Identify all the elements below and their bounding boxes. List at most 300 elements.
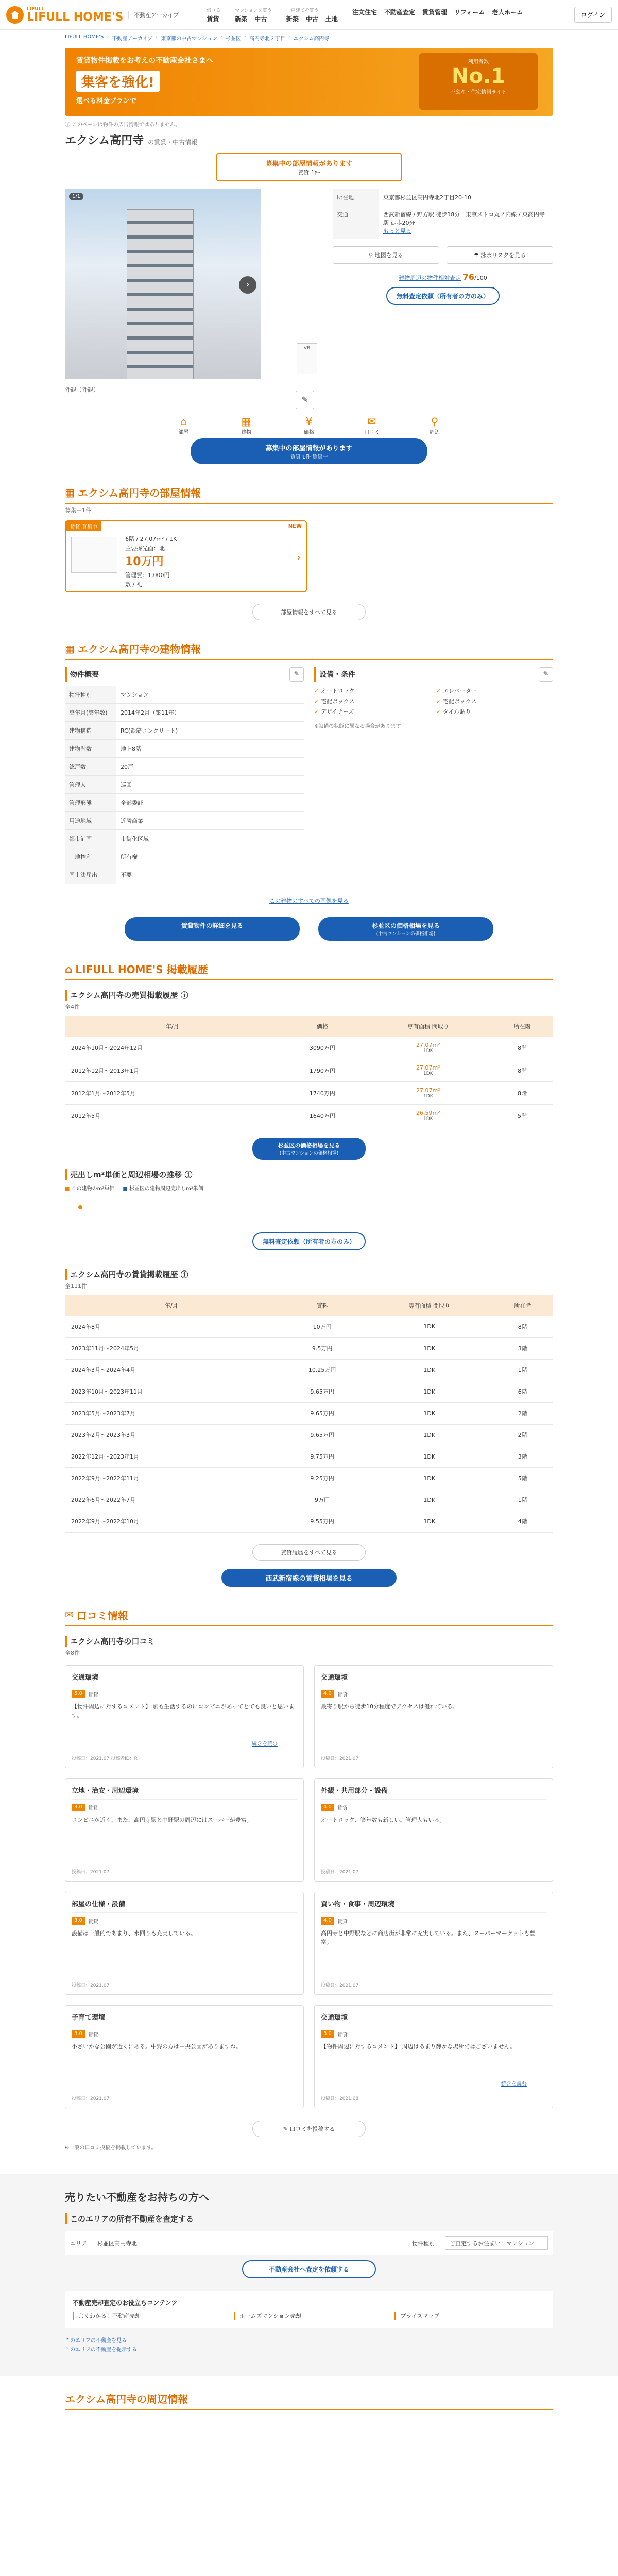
- rent-period: 2023年11月～2024年5月: [65, 1337, 278, 1359]
- contents-title: 不動産売却査定のお役立ちコンテンツ: [73, 2299, 178, 2307]
- nav-group: [345, 7, 530, 23]
- building-key: 都市計画: [65, 830, 116, 848]
- rent-row: [65, 1489, 553, 1511]
- logo[interactable]: [6, 6, 123, 24]
- building-key: 管理形態: [65, 794, 116, 812]
- price-icon: ¥: [305, 415, 313, 428]
- sale-row: [65, 1037, 553, 1059]
- area-link-2[interactable]: このエリアの不動産を提示する: [65, 2347, 137, 2353]
- deposit-label: 敷: [125, 581, 131, 588]
- review-meta: 投稿日：2021.07: [321, 1756, 359, 1761]
- rent-layout: 1DK: [367, 1381, 492, 1402]
- review-card: [314, 1892, 553, 1995]
- sale-price: 3090万円: [280, 1037, 365, 1059]
- rent-price: 9.65万円: [278, 1381, 366, 1402]
- breadcrumb-item: エクシム高円寺: [293, 36, 330, 42]
- tab-label: 価格: [304, 430, 314, 435]
- building-row: [65, 848, 304, 866]
- building-section: [65, 641, 553, 941]
- rent-head-cell: 所在階: [492, 1295, 553, 1316]
- chat-icon: ✉: [65, 1608, 74, 1621]
- nav-group: [279, 7, 345, 23]
- building-row: [65, 758, 304, 776]
- tab-label: 建物: [241, 430, 251, 435]
- badge-sub: 不動産・住宅情報サイト: [450, 90, 507, 95]
- sale-market-label: 杉並区の価格相場を見る: [278, 1142, 340, 1149]
- breadcrumb-item[interactable]: 不動産アーカイブ: [112, 36, 153, 42]
- rent-period: 2024年3月～2024年4月: [65, 1359, 278, 1381]
- rent-head-cell: 専有面積 間取り: [367, 1295, 492, 1316]
- building-key: 用途地域: [65, 812, 116, 830]
- floorplan-image: [71, 537, 117, 573]
- building-value: 市街化区域: [116, 830, 304, 848]
- next-photo-button[interactable]: ›: [239, 276, 256, 294]
- rent-price: 9.65万円: [278, 1402, 366, 1424]
- rent-market-button[interactable]: [221, 1569, 397, 1587]
- nav-caption: 借りる: [207, 8, 221, 13]
- rent-row: [65, 1424, 553, 1446]
- tab-4[interactable]: [419, 415, 450, 435]
- sale-price: 1790万円: [280, 1059, 365, 1082]
- breadcrumb-item[interactable]: LIFULL HOME'S: [65, 34, 104, 40]
- room-layout: 1K: [169, 536, 177, 543]
- pencil-icon: ✎: [283, 2125, 290, 2132]
- history-section: [65, 961, 553, 1587]
- review-disclaimer: ※一般の口コミ投稿を掲載しています。: [65, 2145, 157, 2151]
- edit-icon[interactable]: ✎: [289, 667, 304, 682]
- chevron-right-icon: ›: [297, 552, 301, 563]
- review-tags: [321, 2030, 546, 2038]
- room-tag: 賃貸 募集中: [66, 521, 101, 531]
- building-value: 不要: [116, 866, 304, 884]
- sale-row: [65, 1059, 553, 1082]
- banner-line3: 選べる料金プランで: [76, 97, 137, 105]
- rent-floor: 4階: [492, 1511, 553, 1532]
- facility-list: [314, 687, 553, 716]
- sale-floor: 8階: [491, 1082, 553, 1105]
- nav-items: [352, 8, 523, 16]
- building-key: 国土法届出: [65, 866, 116, 884]
- rent-detail-label: 賃貸物件の詳細を見る: [181, 922, 243, 929]
- water-icon: ☂: [473, 252, 481, 259]
- recruit-type: 賃貸: [298, 169, 310, 176]
- rent-head: [65, 1295, 553, 1316]
- map-icon: ⚲: [431, 415, 439, 428]
- tab-2[interactable]: [294, 415, 324, 435]
- reviews-count: 全8件: [65, 1649, 80, 1656]
- rent-period: 2022年9月～2022年11月: [65, 1467, 278, 1489]
- page-title: [65, 132, 553, 148]
- sale-period: 2024年10月～2024年12月: [65, 1037, 280, 1059]
- flood-risk-button[interactable]: [447, 246, 553, 264]
- nav-items: [235, 14, 272, 23]
- nav-item[interactable]: 老人ホーム: [492, 8, 523, 16]
- more-rooms-button[interactable]: 部屋情報をすべて見る: [252, 604, 366, 620]
- new-badge: NEW: [288, 523, 302, 529]
- chat-icon: ✉: [367, 415, 376, 428]
- sale-row: [65, 1082, 553, 1105]
- sell-form: [65, 2231, 553, 2255]
- review-meta: 投稿日：2021.08: [321, 2096, 359, 2102]
- sale-head-cell: 専有面積 間取り: [365, 1016, 491, 1037]
- promo-banner[interactable]: [65, 48, 553, 116]
- map-icon: ⚲: [369, 252, 375, 259]
- recruit-box[interactable]: [216, 153, 402, 181]
- review-rating: 4.0: [321, 1690, 334, 1698]
- review-text: オートロック、築年数も新しい。管理人もいる。: [321, 1816, 445, 1823]
- review-heading: 交通環境: [72, 1672, 297, 1686]
- rent-layout: 1DK: [367, 1446, 492, 1467]
- photo-caption: 外観（外観）: [65, 386, 99, 393]
- map-label: 地図を見る: [374, 252, 403, 259]
- building-row: [65, 722, 304, 740]
- sell-title: 売りたい不動産をお持ちの方へ: [65, 2191, 209, 2204]
- review-heading: 交通環境: [321, 1672, 546, 1686]
- rent-row: [65, 1359, 553, 1381]
- building-table: [65, 686, 304, 884]
- review-card: [314, 2005, 553, 2108]
- building-photo: [127, 209, 194, 379]
- review-author-type: 賃貸: [337, 1919, 348, 1925]
- rent-layout: 1DK: [367, 1316, 492, 1337]
- banner-badge: [419, 53, 538, 110]
- tab-1[interactable]: [231, 415, 262, 435]
- building-row: [65, 740, 304, 758]
- legend-area-label: 杉並区の建物周辺売出しm²単価: [129, 1186, 203, 1192]
- breadcrumb-separator: ›: [244, 34, 246, 40]
- photo-gallery: [65, 189, 317, 405]
- review-author-type: 賃貸: [337, 1692, 348, 1698]
- more-access-link[interactable]: もっと見る: [383, 228, 411, 234]
- reviews-section: [65, 1607, 553, 2151]
- vr-thumbnail[interactable]: [297, 343, 317, 374]
- review-author-type: 賃貸: [88, 2032, 98, 2038]
- building-value: 2014年2月（築11年）: [116, 704, 304, 722]
- sale-period: 2012年12月～2013年1月: [65, 1059, 280, 1082]
- badge-caption: 利用者数: [468, 59, 489, 65]
- home-icon: ⌂: [65, 962, 73, 975]
- review-author-type: 賃貸: [88, 1919, 98, 1925]
- vacancy-sub: 賃貸 1件 賃貸中: [290, 454, 328, 460]
- rent-price: 9.75万円: [278, 1446, 366, 1467]
- nav-item[interactable]: 賃貸: [207, 15, 219, 23]
- flood-label: 泳水リスクを見る: [480, 252, 526, 259]
- building-title: エクシム高円寺の建物情報: [77, 643, 201, 655]
- review-text: 高円寺と中野駅などに商店街が非常に充実している。また、スーパーマーケットも豊富。: [321, 1929, 536, 1946]
- nav-item[interactable]: 新築: [235, 15, 248, 23]
- badge-number: No.1: [452, 64, 505, 88]
- nearby-title-text: エクシム高円寺の周辺情報: [65, 2393, 188, 2405]
- map-button[interactable]: [333, 246, 439, 264]
- help-icon[interactable]: ⓘ: [184, 1170, 193, 1179]
- nav-caption: マンションを買う: [235, 8, 272, 13]
- trend-chart: [65, 1192, 553, 1223]
- tab-label: 周辺: [430, 430, 440, 435]
- read-more-link[interactable]: 続きを読む: [501, 2081, 527, 2087]
- all-images-link[interactable]: この建物のすべての画像を見る: [269, 897, 349, 904]
- review-meta: 投稿日：2021.07: [321, 1982, 359, 1988]
- rent-layout: 1DK: [367, 1489, 492, 1511]
- facility-note: ※設備の状態に異なる場合があります: [314, 724, 401, 730]
- building-row: [65, 794, 304, 812]
- vacancy-button[interactable]: [191, 438, 427, 464]
- rent-period: 2023年10月～2023年11月: [65, 1381, 278, 1402]
- building-value: 近隣商業: [116, 812, 304, 830]
- review-text: 【物件周辺に対するコメント】 駅も生活するのにコンビニがあってとても良いと思います。: [72, 1703, 295, 1719]
- breadcrumb-item[interactable]: 東京都の中古マンション: [161, 36, 217, 42]
- breadcrumb-item[interactable]: 杉並区: [225, 36, 241, 42]
- rent-price: 10.25万円: [278, 1359, 366, 1381]
- sale-floor: 8階: [491, 1037, 553, 1059]
- building-value: 所有権: [116, 848, 304, 866]
- legend-building: ■ この建物のm²単価: [65, 1186, 115, 1192]
- price-market-button[interactable]: [318, 917, 493, 941]
- more-rent-button[interactable]: 賃貸履歴をすべて見る: [252, 1544, 366, 1561]
- info-table: [333, 189, 553, 239]
- facility-heading: 設備・条件: [319, 671, 355, 679]
- post-review-label: 口コミを投稿する: [289, 2125, 335, 2132]
- photo-counter: 1/1: [69, 193, 83, 200]
- nav-items: [286, 14, 338, 23]
- assess-link[interactable]: 建物周辺の物件相対査定: [399, 275, 461, 281]
- review-heading: 交通環境: [321, 2012, 546, 2026]
- sale-period: 2012年5月: [65, 1105, 280, 1127]
- sale-head-cell: 所在階: [491, 1016, 553, 1037]
- building-key: 土地権利: [65, 848, 116, 866]
- facility-item: ✓ エレベーター: [436, 687, 553, 695]
- review-meta: 投稿日：2021.07: [321, 1869, 359, 1875]
- assess-score: [333, 272, 553, 282]
- review-meta: 投稿日：2021.07: [72, 1982, 110, 1988]
- title-sub: の賃貸・中古情報: [148, 139, 198, 146]
- info-key: 所在地: [333, 189, 379, 206]
- review-card: [314, 1665, 553, 1768]
- rent-price: 9.5万円: [278, 1337, 366, 1359]
- nav-item[interactable]: 中古: [254, 15, 267, 23]
- room-direction: 主要採光面：北: [125, 545, 165, 552]
- rent-row: [65, 1511, 553, 1532]
- rent-layout: 1DK: [367, 1424, 492, 1446]
- room-card[interactable]: 賃貸 募集中 NEW 6階 / 27.07m² / 1K 主要採光面：北 10万円 管理費：1,000円 敷 / 礼 ›: [65, 520, 307, 592]
- nav-group: [199, 7, 228, 23]
- type-label: 物件種別: [412, 2240, 435, 2247]
- rent-floor: 2階: [492, 1424, 553, 1446]
- nav-item[interactable]: 不動産査定: [384, 8, 415, 16]
- rent-history-title: エクシム高円寺の賃貸掲載履歴: [70, 1270, 178, 1279]
- review-author-type: 賃貸: [88, 1692, 98, 1698]
- edit-icon[interactable]: ✎: [296, 391, 314, 409]
- breadcrumb-separator: ›: [156, 34, 158, 40]
- nav-item[interactable]: 注文住宅: [352, 8, 377, 16]
- rent-count: 全111件: [65, 1283, 87, 1290]
- breadcrumb-separator: ›: [107, 34, 109, 40]
- help-icon[interactable]: ⓘ: [180, 1270, 188, 1279]
- building-value: 20戸: [116, 758, 304, 776]
- content-item[interactable]: プライスマップ: [394, 2312, 545, 2321]
- nav-item[interactable]: 賃貸管理: [422, 8, 447, 16]
- review-author-type: 賃貸: [337, 1805, 348, 1811]
- review-card: [65, 2005, 304, 2108]
- building-icon: ▦: [65, 486, 75, 499]
- nav-item[interactable]: 中古: [305, 15, 318, 23]
- breadcrumb-item[interactable]: 高円寺北２丁目: [249, 36, 285, 42]
- building-key: 総戸数: [65, 758, 116, 776]
- room-floor: 6階: [125, 536, 134, 543]
- sale-area-value: 27.07m²: [416, 1064, 440, 1071]
- building-row: [65, 704, 304, 722]
- rent-market-label: 西武新宿線の賃貸相場を見る: [265, 1574, 353, 1583]
- rent-row: [65, 1467, 553, 1489]
- nav-item[interactable]: リフォーム: [454, 8, 485, 16]
- review-heading: 子育て環境: [72, 2012, 297, 2026]
- rent-floor: 1階: [492, 1359, 553, 1381]
- sale-area: [365, 1105, 491, 1127]
- nav-caption: 一戸建てを買う: [286, 8, 319, 13]
- content-item[interactable]: よくわかる！不動産売却: [73, 2312, 224, 2321]
- sale-head-cell: 価格: [280, 1016, 365, 1037]
- rent-layout: 1DK: [367, 1467, 492, 1489]
- sale-floor: 5階: [491, 1105, 553, 1127]
- rent-floor: 3階: [492, 1446, 553, 1467]
- tab-label: 部屋: [178, 430, 188, 435]
- review-card: [65, 1665, 304, 1768]
- building-key: 建物構造: [65, 722, 116, 740]
- review-rating: 3.0: [72, 2030, 85, 2038]
- review-card: [65, 1778, 304, 1882]
- free-assess-button-2[interactable]: 無料査定依頼（所有者の方のみ）: [252, 1232, 366, 1250]
- price-market-label: 杉並区の価格相場を見る: [371, 922, 440, 929]
- breadcrumb: [0, 30, 618, 46]
- review-text: 最寄り駅から徒歩10分程度でアクセスは優れている。: [321, 1703, 458, 1710]
- rent-period: 2024年8月: [65, 1316, 278, 1337]
- rent-price: 9.55万円: [278, 1511, 366, 1532]
- area-link-1[interactable]: このエリアの不動産を見る: [65, 2338, 127, 2344]
- review-rating: 4.0: [321, 1917, 334, 1925]
- score-value: 76: [462, 272, 475, 282]
- info-value: 西武新宿線 / 野方駅 徒歩18分 東京メトロ丸ノ内線 / 東高円寺駅 徒歩20分: [383, 211, 545, 226]
- vr-label: VR: [303, 346, 311, 351]
- review-tags: [72, 2030, 297, 2038]
- rent-detail-button[interactable]: [125, 917, 300, 941]
- room-area: 27.07m²: [140, 536, 164, 543]
- rent-row: [65, 1402, 553, 1424]
- rent-layout: 1DK: [367, 1359, 492, 1381]
- building-row: [65, 776, 304, 794]
- sale-area-value: 27.07m²: [416, 1042, 440, 1048]
- main-photo[interactable]: [65, 189, 261, 379]
- building-name: エクシム高円寺: [65, 134, 144, 147]
- building-value: RC(鉄筋コンクリート): [116, 722, 304, 740]
- rent-price: 9.65万円: [278, 1424, 366, 1446]
- sale-market-sub: (中古マンションの価格相場): [279, 1151, 339, 1156]
- free-assess-button[interactable]: 無料査定依頼（所有者の方のみ）: [386, 287, 500, 305]
- request-assess-button[interactable]: 不動産会社へ査定を依頼する: [242, 2260, 376, 2278]
- info-icon: ⓘ: [65, 122, 70, 128]
- tab-3[interactable]: [356, 415, 387, 435]
- nav-items: [207, 14, 220, 23]
- sale-layout: 1DK: [423, 1094, 433, 1099]
- review-text: 小さいかな公園が近くにある。中野の方は中央公園がありますね。: [72, 2043, 242, 2050]
- login-button[interactable]: ログイン: [574, 7, 612, 23]
- building-value: 全部委託: [116, 794, 304, 812]
- rent-price: 9万円: [278, 1489, 366, 1511]
- nav-item[interactable]: 土地: [325, 15, 338, 23]
- rent-layout: 1DK: [367, 1337, 492, 1359]
- sale-count: 全4件: [65, 1004, 80, 1010]
- rooms-sub: 募集中1件: [65, 507, 91, 514]
- edit-icon[interactable]: ✎: [539, 667, 553, 682]
- building-row: [65, 812, 304, 830]
- rent-row: [65, 1381, 553, 1402]
- review-meta: 投稿日：2021.07 投稿者ID：R: [72, 1756, 138, 1761]
- sale-period: 2012年1月～2012年5月: [65, 1082, 280, 1105]
- notice: [65, 120, 553, 128]
- type-select[interactable]: ご査定するお住まい：マンション: [445, 2236, 548, 2250]
- review-author-type: 賃貸: [337, 2032, 348, 2038]
- sale-head: [65, 1016, 553, 1037]
- sale-market-button[interactable]: [252, 1138, 366, 1160]
- trend-title: 売出しm²単価と周辺相場の推移: [70, 1170, 182, 1179]
- content-item[interactable]: ホームズマンション売却: [234, 2312, 385, 2321]
- facility-item: ✓ オートロック: [314, 687, 431, 695]
- review-heading: 買い物・食事・周辺環境: [321, 1899, 546, 1913]
- rent-head-cell: 年/月: [65, 1295, 278, 1316]
- review-rating: 3.0: [72, 1917, 85, 1925]
- review-rating: 5.0: [72, 1690, 85, 1698]
- home-logo-icon: [6, 6, 24, 24]
- sale-table: [65, 1016, 553, 1127]
- review-tags: [321, 1804, 546, 1811]
- vacancy-label: 募集中の部屋情報があります: [265, 445, 353, 452]
- breadcrumb-separator: ›: [288, 34, 290, 40]
- sale-area: [365, 1082, 491, 1105]
- sale-floor: 8階: [491, 1059, 553, 1082]
- read-more-link[interactable]: 続きを読む: [252, 1741, 278, 1747]
- sale-area-value: 26.59m²: [416, 1110, 440, 1116]
- rent-floor: 5階: [492, 1467, 553, 1489]
- post-review-button[interactable]: [252, 2121, 366, 2137]
- info-key: 交通: [333, 206, 379, 240]
- review-text: コンビニが近く、また、高円寺駅と中野駅の周辺にはスーパーが豊富。: [72, 1816, 252, 1823]
- banner-line2: 集客を強化!: [76, 71, 160, 92]
- facility-item: ✓ タイル貼り: [436, 707, 553, 716]
- building-icon: ▦: [241, 415, 251, 428]
- review-tags: [321, 1917, 546, 1925]
- legend-building-label: この建物のm²単価: [71, 1186, 115, 1192]
- review-text: 設備は一般的であまり、水回りも充実している。: [72, 1929, 196, 1937]
- rent-row: [65, 1446, 553, 1467]
- archive-label: 不動産アーカイブ: [128, 11, 179, 19]
- rent-floor: 2階: [492, 1402, 553, 1424]
- sale-area: [365, 1059, 491, 1082]
- area-value: 杉並区高円寺北: [97, 2240, 137, 2247]
- sell-sub: このエリアの所有不動産を査定する: [65, 2213, 553, 2224]
- help-icon[interactable]: ⓘ: [180, 991, 188, 1000]
- tab-0[interactable]: [168, 415, 199, 435]
- nearby-title: [65, 2391, 553, 2410]
- nav-item[interactable]: 新築: [286, 15, 299, 23]
- sale-area: [365, 1037, 491, 1059]
- header: [0, 0, 618, 30]
- sell-section: [0, 2174, 618, 2376]
- review-tags: [321, 1690, 546, 1698]
- info-panel: [333, 189, 553, 405]
- review-rating: 3.0: [72, 1804, 85, 1811]
- rent-price: 10万円: [278, 1316, 366, 1337]
- sale-area-value: 27.07m²: [416, 1087, 440, 1094]
- price-market-sub: (中古マンションの価格相場): [376, 931, 436, 937]
- section-tabs: [65, 415, 553, 435]
